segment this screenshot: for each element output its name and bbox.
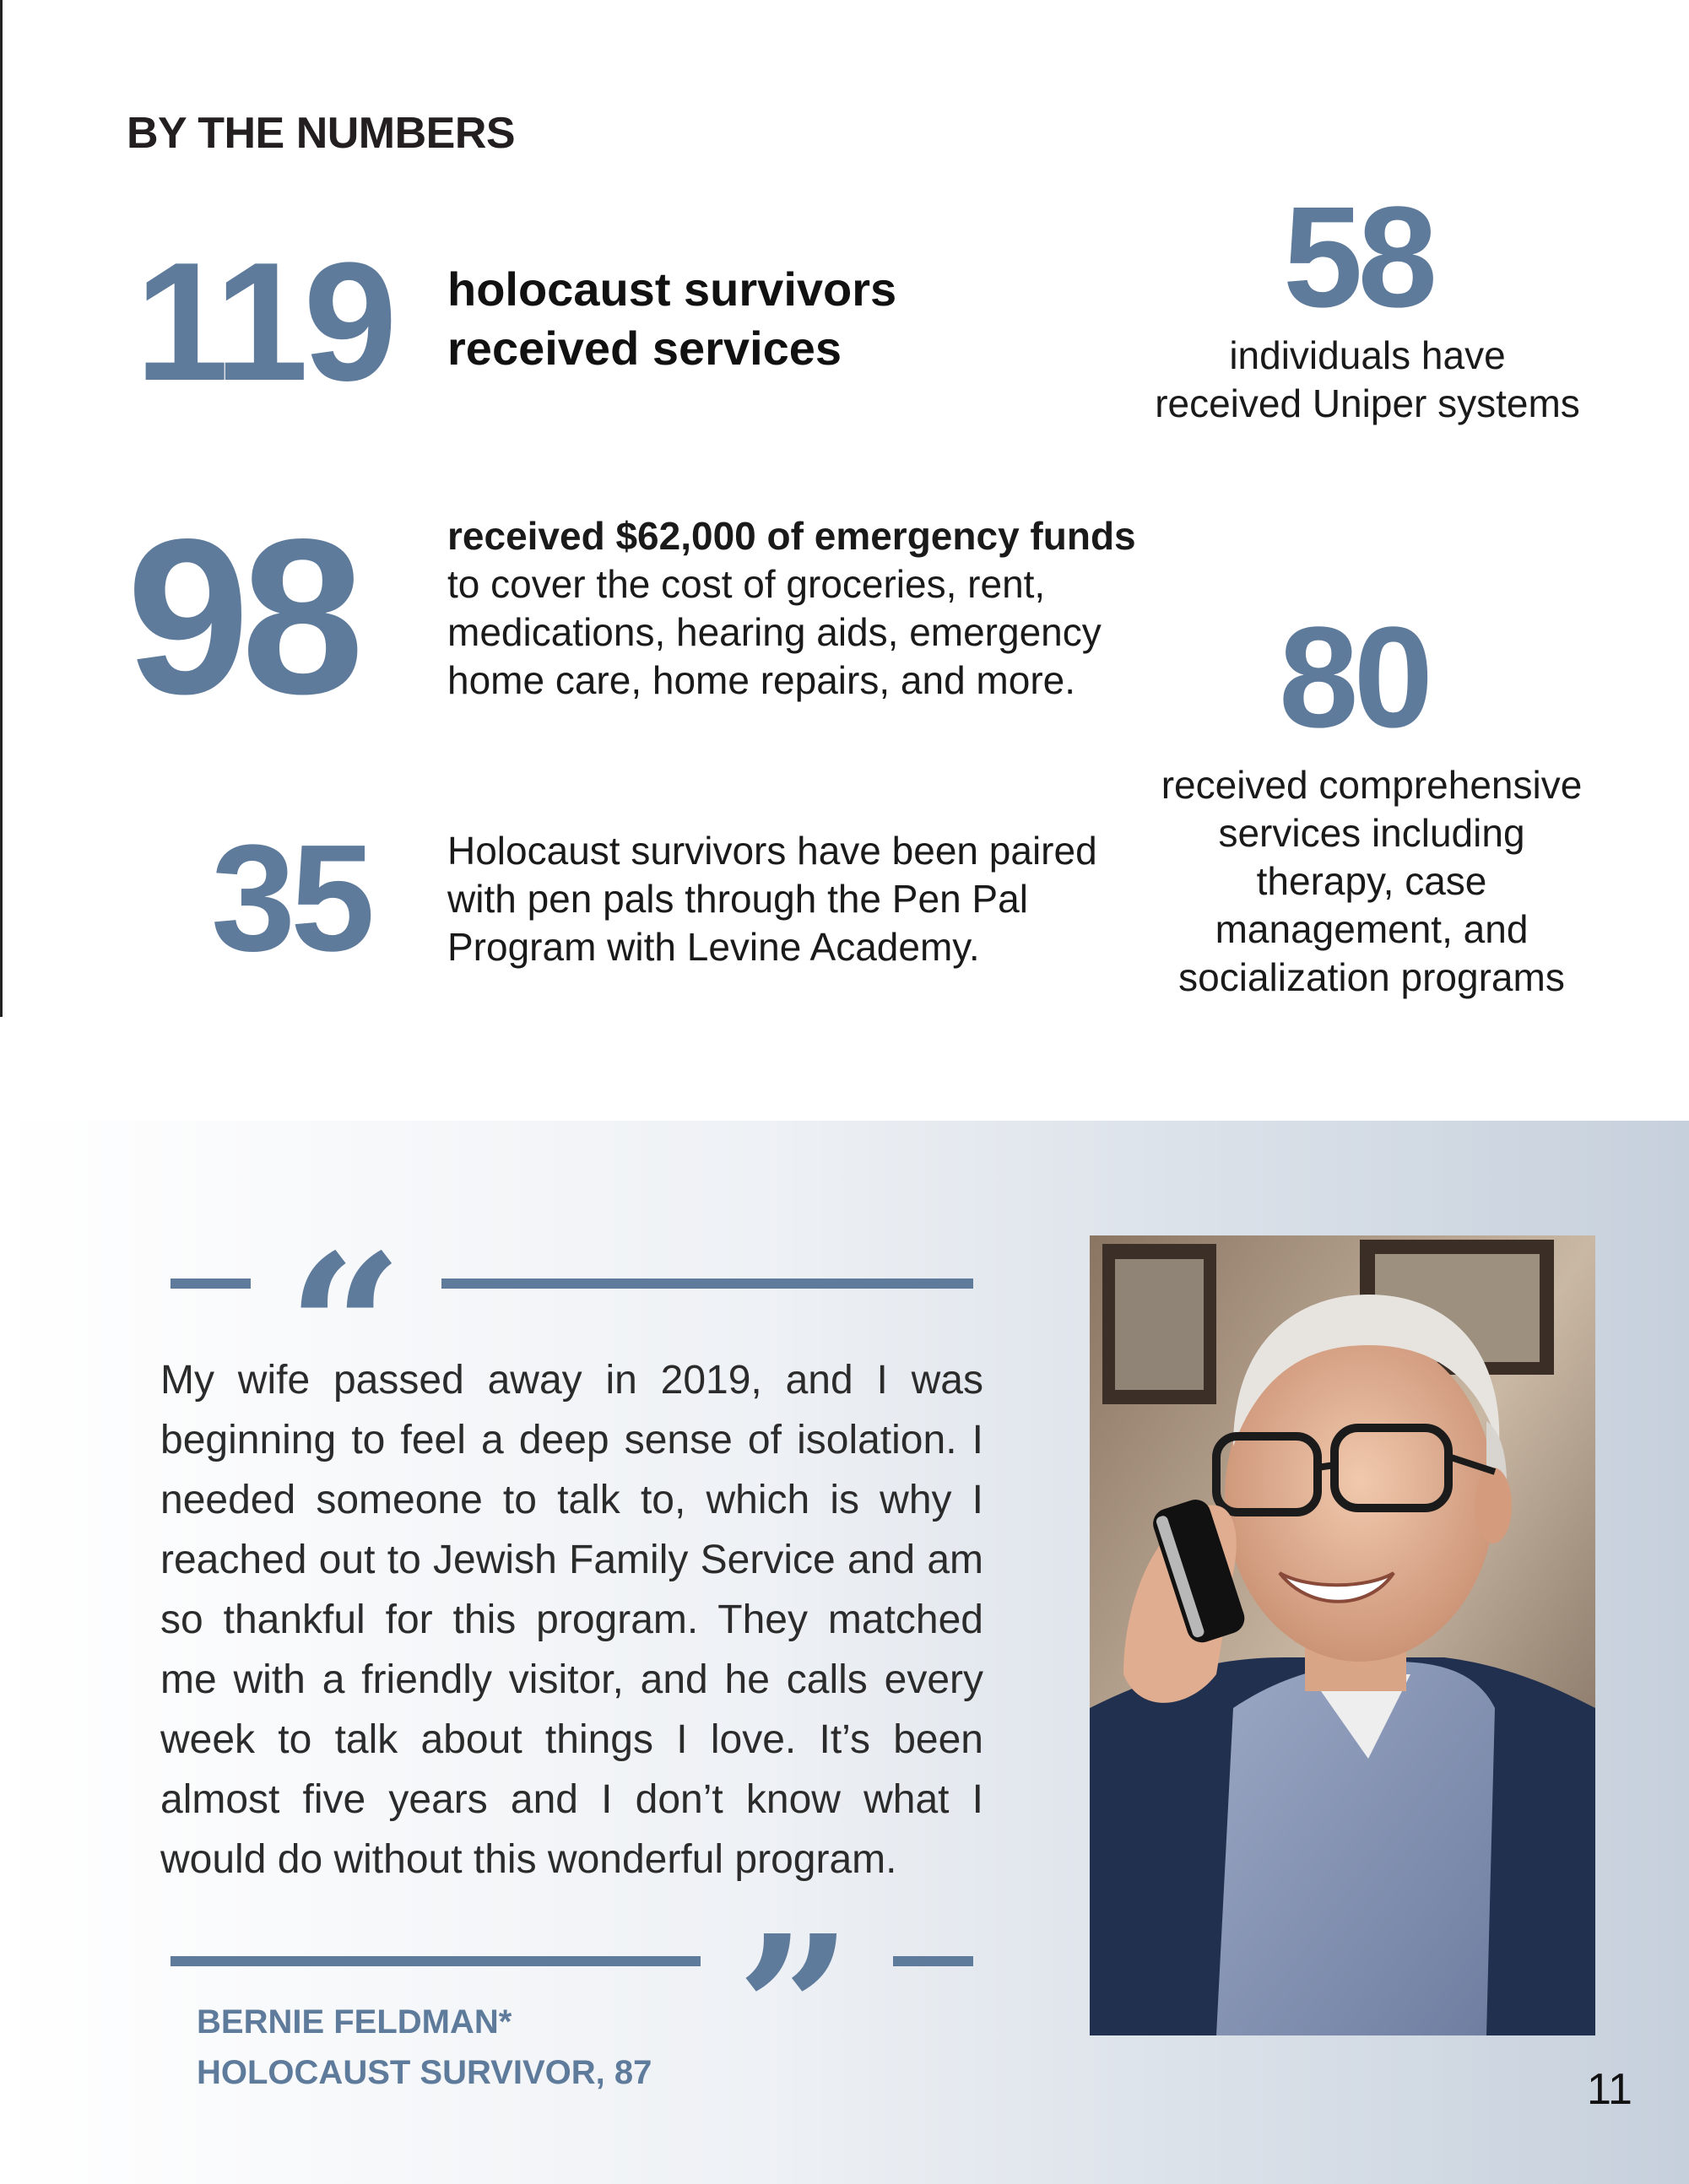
stat-text-line: Program with Levine Academy. (447, 925, 980, 969)
quote-dash-long-bottom (171, 1956, 701, 1966)
stat-text-line: holocaust survivors (447, 262, 897, 316)
section-title: BY THE NUMBERS (127, 109, 516, 158)
stat-number-35: 35 (211, 814, 371, 983)
quote-author: BERNIE FELDMAN* (197, 2003, 512, 2041)
stat-text-line: Holocaust survivors have been paired (447, 829, 1097, 873)
quote-dash-short-bottom (893, 1956, 973, 1966)
stat-text-line: to cover the cost of groceries, rent, (447, 562, 1046, 606)
stat-text-line: management, and (1215, 907, 1529, 951)
stat-text-58 (1131, 332, 1604, 428)
close-quote-mark: ” (736, 1891, 853, 2129)
stat-text-line: medications, hearing aids, emergency (447, 610, 1102, 654)
stat-number-80: 80 (1279, 597, 1429, 758)
left-edge-rule (0, 0, 3, 1017)
stat-text-35 (447, 827, 1123, 971)
photo-illustration (1090, 1235, 1595, 2035)
page-number: 11 (1587, 2065, 1632, 2114)
stat-text-line: with pen pals through the Pen Pal (447, 877, 1028, 921)
senior-man-on-phone-photo (1090, 1235, 1595, 2035)
stat-text-80 (1140, 761, 1604, 1002)
stat-text-119 (447, 260, 896, 378)
stat-text-line: therapy, case (1256, 859, 1487, 903)
stat-text-line: received services (447, 322, 842, 375)
stat-number-98: 98 (127, 493, 356, 740)
stat-number-58: 58 (1283, 177, 1433, 338)
stat-number-119: 119 (135, 228, 392, 416)
stat-text-bold: received $62,000 of emergency funds (447, 514, 1136, 558)
stat-text-line: socialization programs (1178, 955, 1565, 999)
quote-dash-short-top (171, 1279, 251, 1289)
stat-text-line: individuals have (1229, 333, 1506, 377)
stat-text-98 (447, 512, 1156, 705)
open-quote-mark: “ (287, 1210, 404, 1448)
stat-text-line: received comprehensive (1161, 763, 1583, 807)
stat-text-line: received Uniper systems (1155, 381, 1580, 425)
stat-text-line: home care, home repairs, and more. (447, 658, 1076, 702)
quote-author-role: HOLOCAUST SURVIVOR, 87 (197, 2054, 652, 2091)
stat-text-line: services including (1218, 811, 1525, 855)
testimonial-quote: My wife passed away in 2019, and I was beginning to feel a deep sense of isolation. I needed someone to talk to, which is why I reached out to Jewish Family Service and am so thankful for this program. They matched me with a friendly visitor, and he calls every week to talk about things I love. It’s been almost five years and I don’t know what I would do without this wonderful program. (160, 1358, 983, 1882)
quote-dash-long-top (441, 1279, 973, 1289)
